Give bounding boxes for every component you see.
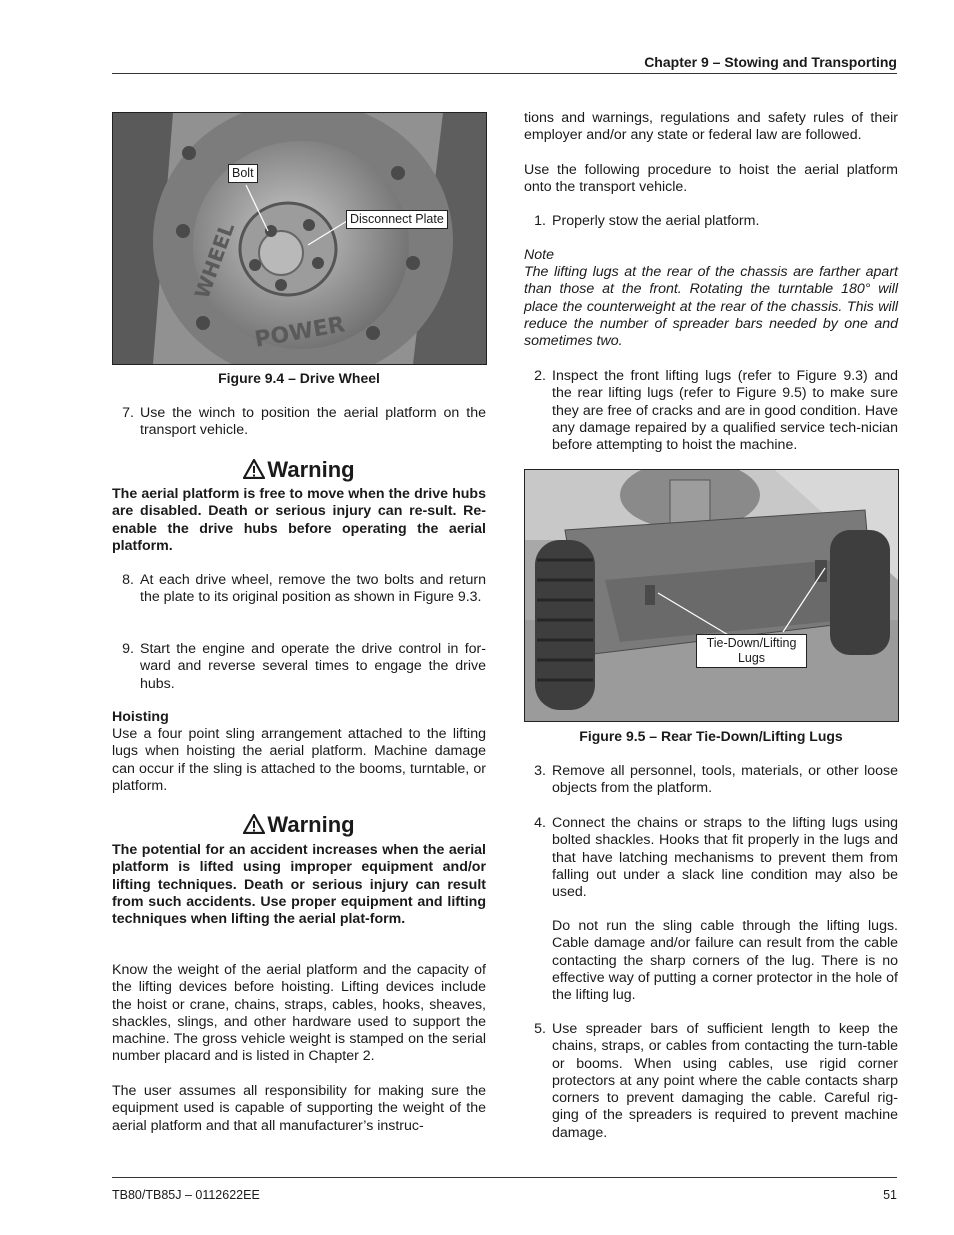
step-1: [524, 213, 898, 231]
step-number: 5.: [534, 1021, 546, 1037]
callout-tie-down-lifting-lugs: Tie-Down/Lifting Lugs: [696, 634, 807, 668]
step-number: 2.: [534, 368, 546, 384]
step-number: 7.: [122, 405, 134, 421]
figure-9-5-caption: Figure 9.5 – Rear Tie-Down/Lifting Lugs: [579, 728, 843, 744]
step-3: [524, 763, 898, 799]
warning-body-1: The aerial platform is free to move when the drive hubs are disabled. Death or serious injury can re-sult. Re-enable the drive hubs before operating the aerial platform.: [112, 486, 486, 554]
step-text: Inspect the front lifting lugs (refer to Figure 9.3) and the rear lifting lugs (refer to Figure 9.5) to make sure they are free of cracks and are in good condition. Have any damage repaired by a qualified service tech-nician before attempting to hoist the machine.: [552, 368, 898, 454]
document-id: TB80/TB85J – 0112622EE: [112, 1188, 260, 1202]
step-number: 8.: [122, 572, 134, 588]
note-label: Note: [524, 247, 554, 263]
step-text: Use spreader bars of sufficient length to keep the chains, straps, or cables from contacting the turn-table or booms. When using cables, use rigid corner protectors at any point where the cable contacts sharp corners to prevent damaging the cable. Careful rig-ging of the spreaders is required to prevent machine damage.: [552, 1021, 898, 1141]
step-number: 3.: [534, 763, 546, 779]
step-2: [524, 368, 898, 456]
callout-disconnect-plate: Disconnect Plate: [346, 210, 448, 229]
step-text: Use the winch to position the aerial platform on the transport vehicle.: [140, 405, 486, 439]
note-text: The lifting lugs at the rear of the chassis are farther apart than those at the front. Rotating the turntable 180° will place the counterweight at the rear of the chassis. This will reduce the number of spreader bars needed by one and sometimes two.: [524, 264, 898, 350]
continued-paragraph: tions and warnings, regulations and safety rules of their employer and/or any state or federal law are followed.: [524, 110, 898, 144]
step-text: Properly stow the aerial platform.: [552, 213, 760, 229]
step-text: Connect the chains or straps to the lifting lugs using bolted shackles. Hooks that fit properly in the lugs and that have latching mechanisms to prevent them from falling out under a slack line condition may also be used.: [552, 815, 898, 901]
step-4: [524, 815, 898, 903]
step-number: 9.: [122, 641, 134, 657]
figure-9-4-caption: Figure 9.4 – Drive Wheel: [218, 370, 380, 386]
chapter-header: Chapter 9 – Stowing and Transporting: [644, 54, 897, 70]
svg-text:WHEEL: WHEEL: [189, 219, 240, 302]
callout-bolt: Bolt: [228, 164, 258, 183]
drive-wheel-illustration: [113, 113, 486, 364]
page-number: 51: [883, 1188, 897, 1202]
hoisting-paragraph: Use a four point sling arrangement attached to the lifting lugs when hoisting the aerial platform. Machine damage can occur if the sling is attached to the booms, turntable, or platform.: [112, 726, 486, 794]
hoisting-heading: Hoisting: [112, 709, 169, 725]
figure-drive-wheel-photo: [112, 112, 487, 365]
warning-triangle-icon: [243, 459, 265, 479]
step-text: Remove all personnel, tools, materials, or other loose objects from the platform.: [552, 763, 898, 797]
user-responsibility-paragraph: The user assumes all responsibility for making sure the equipment used is capable of supporting the weight of the aerial platform and that all manufacturer’s instruc-: [112, 1083, 486, 1134]
step-text: Start the engine and operate the drive control in for-ward and reverse several times to engage the drive hubs.: [140, 641, 486, 692]
step-5: [524, 1021, 898, 1141]
procedure-intro: Use the following procedure to hoist the aerial platform onto the transport vehicle.: [524, 162, 898, 196]
warning-heading-2: [112, 812, 486, 838]
step-number: 1.: [534, 213, 546, 229]
warning-triangle-icon: [243, 814, 265, 834]
step-8: [112, 572, 486, 624]
step-text: At each drive wheel, remove the two bolts and return the plate to its original position as shown in Figure 9.3.: [140, 572, 486, 606]
warning-heading-1: [112, 457, 486, 483]
weight-paragraph: Know the weight of the aerial platform and the capacity of the lifting devices before hoisting. Lifting devices include the hoist or crane, chains, straps, cables, hooks, sheaves, shackles, slings, and other hardware used to support the machine. The gross vehicle weight is stamped on the serial number placard and is listed in Chapter 2.: [112, 962, 486, 1065]
step-4-continued: Do not run the sling cable through the lifting lugs. Cable damage and/or failure can result from the cable contacting the sharp corners of the lug. There is no effective way of putting a corner protector in the hole of the lifting lug.: [552, 918, 898, 1004]
step-9: [112, 641, 486, 693]
rear-lugs-illustration: [525, 470, 898, 721]
step-7: [112, 405, 486, 441]
header-rule: [112, 73, 897, 74]
svg-text:POWER: POWER: [252, 312, 347, 353]
warning-title: Warning: [267, 812, 355, 837]
warning-body-2: The potential for an accident increases when the aerial platform is lifted using improper equipment and/or lifting techniques. Death or serious injury can result from such accidents. Use proper equipment and lifting techniques when lifting the aerial plat-form.: [112, 842, 486, 928]
step-number: 4.: [534, 815, 546, 831]
figure-rear-lugs-photo: [524, 469, 899, 722]
warning-title: Warning: [267, 457, 355, 482]
footer-rule: [112, 1177, 897, 1178]
